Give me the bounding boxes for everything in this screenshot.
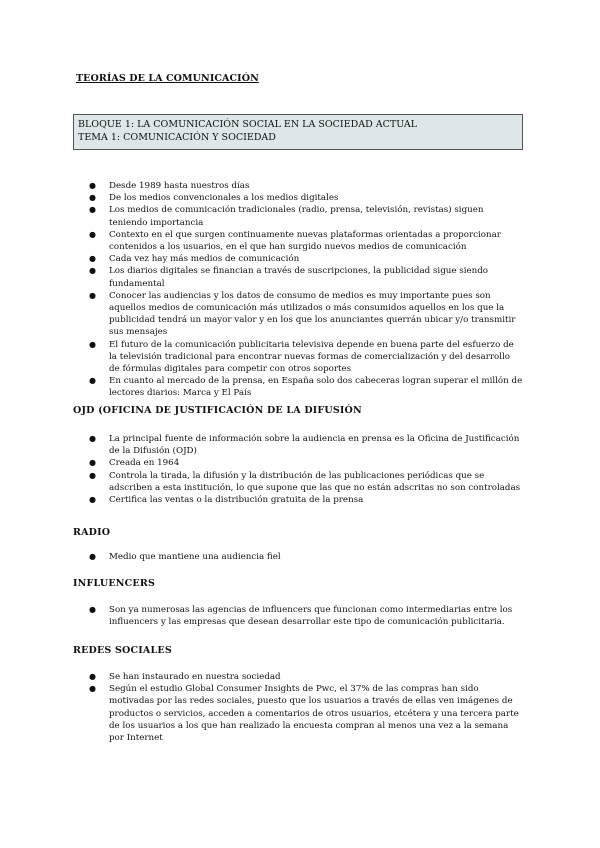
list-item: ● Contexto en el que surgen continuamente nuevas plataformas orientadas a proporcionar contenidos a los usuarios, en el que han surgido nuevos medios de comunicación bbox=[89, 229, 501, 253]
list-item: ● Conocer las audiencias y los datos de consumo de medios es muy importante pues son aquellos medios de comunicación más utilizados o más consumidos aquellos en los que la publicidad tendrá un mayor valor y en los que los anunciantes querrán ubicar y/o transmitir sus mensajes bbox=[89, 290, 516, 338]
bullet-dot-icon: ● bbox=[89, 434, 96, 443]
list-item: ● Los medios de comunicación tradicionales (radio, prensa, televisión, revistas) siguen teniendo importancia bbox=[89, 205, 484, 228]
bullet-dot-icon: ● bbox=[89, 254, 96, 264]
radio-bullet-list bbox=[73, 551, 523, 563]
list-item: ● En cuanto al mercado de la prensa, en España solo dos cabeceras logran superar el millón de lectores diarios: Marca y El País bbox=[89, 376, 523, 399]
bullet-dot-icon: ● bbox=[89, 339, 96, 349]
list-item: ● Son ya numerosas las agencias de influencers que funcionan como intermediarias entre los influencers y las empresas que desean desarrollar este tipo de comunicación publicitaria. bbox=[89, 605, 513, 628]
list-item: ● El futuro de la comunicación publicitaria televisiva depende en buena parte del esfuerzo de la televisión tradicional para encontrar nuevas formas de comercialización y del desarrollo de fórmulas digitales para competir con otros soportes bbox=[89, 339, 514, 375]
list-item: ● Se han instaurado en nuestra sociedad bbox=[89, 672, 281, 682]
bullet-dot-icon: ● bbox=[89, 552, 96, 561]
list-item: ● De los medios convencionales a los medios digitales bbox=[89, 193, 339, 204]
list-item: ● Los diarios digitales se financian a través de suscripciones, la publicidad sigue siendo fundamental bbox=[89, 266, 489, 289]
bullet-dot-icon: ● bbox=[89, 684, 96, 694]
bullet-dot-icon: ● bbox=[89, 470, 96, 480]
list-item: ● Cada vez hay más medios de comunicación bbox=[89, 254, 300, 265]
list-item: ● La principal fuente de información sobre la audiencia en prensa es la Oficina de Justificación de la Difusión (OJD) bbox=[89, 434, 520, 457]
bullet-dot-icon: ● bbox=[89, 376, 96, 386]
bullet-dot-icon: ● bbox=[89, 605, 96, 614]
bullet-dot-icon: ● bbox=[89, 495, 96, 505]
list-item: ● Creada en 1964 bbox=[89, 458, 180, 469]
ojd-bullet-list bbox=[73, 433, 523, 506]
list-item: ● Según el estudio Global Consumer Insights de Pwc, el 37% de las compras han sido motivadas por las redes sociales, puesto que los usuarios a través de ellas ven imágenes de productos o servicios, acceden a comentarios de otros usuarios, etcétera y una tercera parte de los usuarios a los que han realizado la encuesta compran al menos una vez a la semana por Internet bbox=[89, 684, 519, 744]
influencers-bullet-list bbox=[73, 604, 523, 628]
bullet-dot-icon: ● bbox=[89, 458, 96, 468]
list-item: ● Desde 1989 hasta nuestros días bbox=[89, 181, 250, 191]
list-item: ● Certifica las ventas o la distribución gratuita de la prensa bbox=[89, 495, 364, 506]
intro-bullet-list bbox=[73, 180, 523, 400]
document-title: TEORÍAS DE LA COMUNICACIÓN bbox=[76, 73, 259, 84]
list-item: ● Controla la tirada, la difusión y la distribución de las publicaciones periódicas que se adscriben a esta institución, lo que supone que las que no están adscritas no son controladas bbox=[89, 470, 521, 493]
section-heading-radio: RADIO bbox=[73, 527, 111, 538]
block-header-box bbox=[73, 114, 523, 150]
section-heading-redes-sociales: REDES SOCIALES bbox=[73, 645, 172, 656]
bullet-dot-icon: ● bbox=[89, 205, 96, 215]
topic-title: TEMA 1: COMUNICACIÓN Y SOCIEDAD bbox=[78, 132, 276, 143]
bullet-dot-icon: ● bbox=[89, 181, 96, 190]
bullet-dot-icon: ● bbox=[89, 672, 96, 681]
bullet-dot-icon: ● bbox=[89, 266, 96, 276]
bullet-dot-icon: ● bbox=[89, 290, 96, 300]
section-heading-ojd: OJD (OFICINA DE JUSTIFICACIÓN DE LA DIFUSIÓN bbox=[73, 405, 362, 416]
block-title: BLOQUE 1: LA COMUNICACIÓN SOCIAL EN LA SOCIEDAD ACTUAL bbox=[78, 119, 418, 130]
section-heading-influencers: INFLUENCERS bbox=[73, 578, 155, 589]
redes-bullet-list bbox=[73, 671, 523, 744]
bullet-dot-icon: ● bbox=[89, 229, 96, 239]
list-item: ● Medio que mantiene una audiencia fiel bbox=[89, 552, 281, 562]
bullet-dot-icon: ● bbox=[89, 193, 96, 203]
